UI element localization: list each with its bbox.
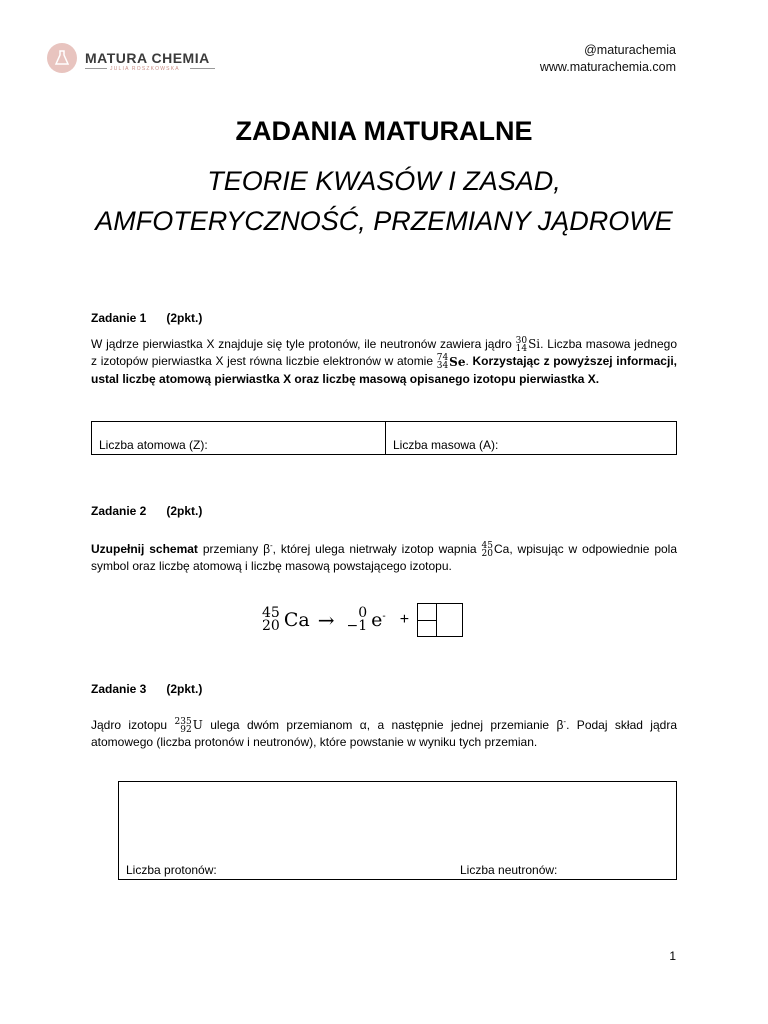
ca-z: 20	[481, 548, 493, 559]
nuclide-se	[437, 354, 466, 371]
reaction-e-mass: 0	[358, 605, 368, 621]
task3-answer-box[interactable]	[118, 781, 677, 880]
product-mass-field[interactable]	[418, 604, 437, 621]
task1-text-c: .	[465, 354, 473, 369]
task3-title: Zadanie 3	[91, 682, 147, 696]
nuclide-si	[516, 336, 541, 353]
task3-points: (2pkt.)	[166, 682, 203, 696]
task2-text	[91, 537, 677, 575]
task2-text-c: , wpisując w odpowiednie pola symbol oraz liczbę atomową i liczbę masową powstającego izotopu.	[91, 542, 678, 574]
ca-mass: 45	[481, 540, 493, 551]
task1-text	[91, 336, 677, 388]
reaction-plus: +	[399, 611, 410, 628]
reaction-e-z: −1	[346, 618, 368, 634]
product-atomic-field[interactable]	[418, 620, 437, 636]
logo-subtitle: JULIA ROSZKOWSKA	[110, 66, 180, 72]
task1-answer-table	[91, 421, 677, 455]
reaction-ca	[262, 607, 310, 633]
product-answer-box[interactable]	[417, 603, 463, 637]
label-mass-number: Liczba masowa (A):	[393, 438, 499, 452]
contact-handle: @maturachemia	[584, 43, 676, 57]
task1-title: Zadanie 1	[91, 311, 147, 325]
si-z: 14	[515, 343, 528, 354]
task3-heading	[91, 682, 202, 696]
task3-text	[91, 713, 677, 751]
logo-divider	[85, 68, 107, 69]
si-mass: 30	[515, 335, 528, 346]
reaction-arrow-icon: →	[317, 608, 335, 632]
task2-text-b: , której ulega nietrwały izotop wapnia	[272, 542, 482, 556]
se-z: 34	[436, 361, 449, 372]
page-number: 1	[669, 949, 676, 963]
reaction-e-symbol: e	[371, 609, 383, 631]
se-mass: 74	[436, 353, 449, 364]
task3-text-c: . Podaj skład jądra atomowego (liczba protonów i neutronów), które powstanie w wyniku tych przemian.	[91, 718, 677, 750]
subtitle-line-2: AMFOTERYCZNOŚĆ, PRZEMIANY JĄDROWE	[95, 206, 673, 236]
reaction-electron	[346, 607, 385, 633]
se-symbol: Se	[449, 354, 466, 369]
beta-minus-sign: -	[563, 717, 567, 726]
ca-symbol: Ca	[493, 542, 510, 557]
logo-title: MATURA CHEMIA	[85, 50, 210, 66]
task1-text-a: W jądrze pierwiastka X znajduje się tyle protonów, ile neutronów zawiera jądro	[91, 337, 516, 351]
label-neutrons: Liczba neutronów:	[460, 863, 558, 877]
reaction-ca-symbol: Ca	[283, 609, 310, 631]
task3-text-a: Jądro izotopu	[91, 718, 175, 732]
u-z: 92	[180, 724, 192, 735]
task2-instruction: Uzupełnij schemat	[91, 542, 198, 556]
reaction-ca-mass: 45	[262, 605, 280, 621]
u-mass: 235	[174, 716, 192, 727]
nuclide-u	[175, 717, 203, 734]
task1-heading	[91, 311, 202, 325]
task2-text-a: przemiany β	[197, 542, 270, 556]
task1-text-b: . Liczba masowa jednego z izotopów pierwiastka X jest równa liczbie elektronów w atomie	[91, 337, 677, 369]
contact-url: www.maturachemia.com	[539, 60, 676, 74]
task2-title: Zadanie 2	[91, 504, 147, 518]
si-symbol: Si	[528, 337, 541, 352]
logo-flask-icon	[47, 43, 77, 73]
label-protons: Liczba protonów:	[126, 863, 217, 877]
task2-points: (2pkt.)	[166, 504, 203, 518]
reaction-ca-z: 20	[262, 618, 280, 634]
task1-instruction: Korzystając z powyższej informacji, ustal liczbę atomową pierwiastka X oraz liczbę masową opisanego izotopu pierwiastka X.	[91, 354, 677, 386]
main-title: ZADANIA MATURALNE	[235, 116, 533, 146]
nuclide-ca	[482, 541, 510, 558]
label-atomic-number: Liczba atomowa (Z):	[99, 438, 208, 452]
task3-text-b: ulega dwóm przemianom α, a następnie jednej przemianie β	[202, 718, 564, 732]
beta-minus-sign: -	[270, 541, 273, 550]
answer-cell-a[interactable]	[386, 422, 676, 454]
subtitle-line-1: TEORIE KWASÓW I ZASAD,	[207, 166, 561, 196]
task2-heading	[91, 504, 202, 518]
reaction-e-charge: -	[382, 611, 386, 622]
answer-cell-z[interactable]	[92, 422, 386, 454]
task1-points: (2pkt.)	[166, 311, 203, 325]
logo-divider	[190, 68, 215, 69]
decay-reaction	[262, 600, 463, 640]
u-symbol: U	[192, 718, 203, 733]
